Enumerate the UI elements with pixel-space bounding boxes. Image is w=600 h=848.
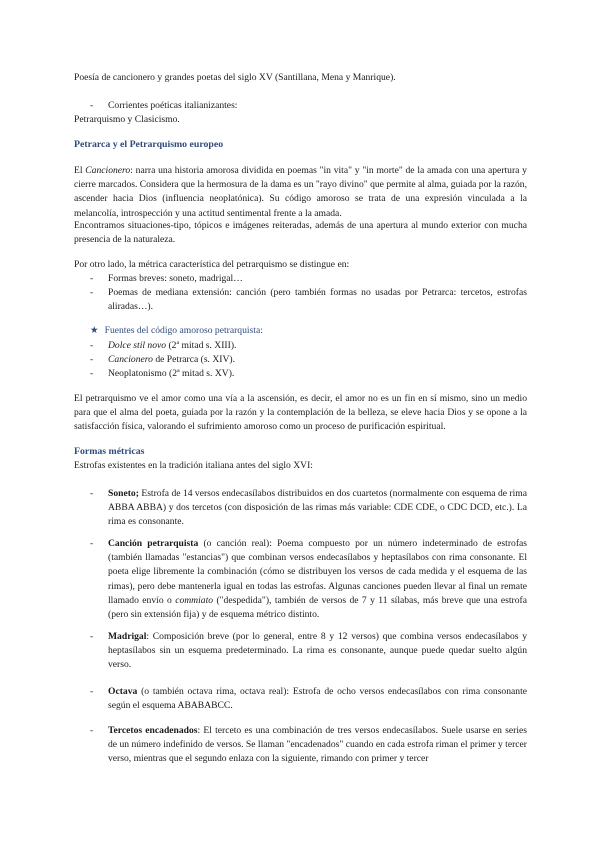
cancion-title: Canción petrarquista — [108, 538, 199, 549]
cancion-text: (o canción real): Poema compuesto por un número indeterminado de estrofas (también llamadas "estancias") que combinan versos endecasílabos y heptasílabos con rima consonante. El poeta elige libremente la combinación (cómo se distribuyen los versos de cada medida y el esquema de las rimas), pero debe mantenerla igual en todas las estrofas. Algunas canciones pueden llevar al final un remate llamado envío o — [108, 538, 527, 606]
currents-label: Corrientes poéticas italianizantes: — [108, 100, 238, 111]
p1-prefix: El — [74, 165, 86, 176]
section-heading-formas: Formas métricas — [74, 446, 145, 457]
tercetos-title: Tercetos encadenados — [108, 725, 198, 736]
source-text: Neoplatonismo (2ª mitad s. XV). — [108, 368, 235, 379]
dash-bullet: - — [90, 538, 94, 549]
estrofas-intro: Estrofas existentes en la tradición italiana antes del siglo XVI: — [74, 460, 313, 471]
star-icon: ★ — [90, 325, 99, 336]
metrica-intro: Por otro lado, la métrica característica del petrarquismo se distingue en: — [74, 259, 350, 270]
p1-italic-cancionero: Cancionero — [85, 165, 131, 176]
ascension-paragraph: El petrarquismo ve el amor como una vía a la ascensión, es decir, el amor no es un fin en sí mismo, sino un medio para que el alma del poeta, guiada por la razón y la contemplación de la belleza, se eleve hacia Dios y se opone a la satisfacción física, valorando el sufrimiento amoroso como un proceso de purificación espiritual. — [74, 393, 527, 433]
madrigal-item — [90, 630, 527, 673]
source-rest: de Petrarca (s. XIV). — [152, 354, 235, 365]
cancion-item — [90, 537, 527, 622]
cancionero-paragraph — [74, 164, 527, 221]
currents-item — [90, 99, 527, 113]
madrigal-text: : Composición breve (por lo general, entre 8 y 12 versos) que combina versos endecasílabos y heptasílabos sin un esquema predeterminado. La rima es consonante, aunque puede quedar suelto algún verso. — [108, 631, 527, 671]
cancion-text-2: ("despedida"), también de versos de 7 y 11 sílabas, más breve que una estrofa (pero sin extensión fija) y de esquema métrico distinto. — [108, 594, 527, 621]
dash-bullet: - — [90, 354, 94, 365]
madrigal-title: Madrigal — [108, 631, 147, 642]
metric-item — [90, 272, 527, 286]
octava-item — [90, 685, 527, 713]
dash-bullet: - — [90, 340, 94, 351]
sources-heading — [90, 325, 263, 336]
dash-bullet: - — [90, 287, 94, 298]
soneto-text: Estrofa de 14 versos endecasílabos distribuidos en dos cuartetos (normalmente con esquema de rima ABBA ABBA) y dos tercetos (con disposición de las rimas más variable: CDE CDE, o CDC DCD, etc.). La rima es consonante. — [108, 488, 527, 528]
sources-heading-text: Fuentes del código amoroso petrarquista: — [104, 325, 263, 336]
dash-bullet: - — [90, 686, 94, 697]
source-italic: Cancionero — [108, 354, 153, 365]
source-item — [90, 367, 527, 381]
source-rest: (2ª mitad s. XIII). — [166, 340, 237, 351]
source-italic: Dolce stil novo — [108, 340, 167, 351]
dash-bullet: - — [90, 273, 94, 284]
octava-text: (o también octava rima, octava real): Estrofa de ocho versos endecasílabos con rima consonante según el esquema ABABABCC. — [108, 686, 527, 712]
cancion-italic: commiato — [175, 594, 214, 606]
section-heading-petrarca: Petrarca y el Petrarquismo europeo — [74, 139, 224, 150]
metric-item-text: Poemas de mediana extensión: canción (pero también formas no usadas por Petrarca: tercetos, estrofas aliradas…). — [108, 287, 527, 313]
metric-item-text: Formas breves: soneto, madrigal… — [108, 273, 243, 284]
octava-title: Octava — [108, 686, 138, 697]
soneto-item — [90, 487, 527, 530]
dash-bullet: - — [90, 631, 94, 642]
source-item — [90, 339, 527, 353]
intro-line: Poesía de cancionero y grandes poetas del siglo XV (Santillana, Mena y Manrique). — [74, 72, 396, 83]
soneto-title: Soneto; — [108, 488, 139, 499]
tercetos-item — [90, 724, 527, 767]
tercetos-text: : El terceto es una combinación de tres versos endecasílabos. Suele usarse en series de un número indefinido de versos. Se llaman "encadenados" cuando en cada estrofa riman el primer y tercer verso, mientras que el segundo enlaza con la siguiente, rimando con primer y tercer — [108, 725, 527, 765]
dash-bullet: - — [90, 488, 94, 499]
dash-bullet: - — [90, 725, 94, 736]
dash-bullet: - — [90, 368, 94, 379]
situaciones-paragraph: Encontramos situaciones-tipo, tópicos e imágenes reiteradas, además de una apertura al mundo exterior con mucha presencia de la naturaleza. — [74, 220, 527, 246]
dash-bullet: - — [90, 100, 94, 111]
p1-rest: : narra una historia amorosa dividida en poemas "in vita" y "in morte" de la amada con una apertura y cierre marcados. Considera que la hermosura de la dama es un "rayo divino" que permite al alma, guiada por la razón, ascender hacia Dios (influencia neoplatónica). Su código amoroso se trata de una expresión vinculada a la melancolía, introspección y una actitud sentimental frente a la amada. — [74, 165, 527, 219]
currents-line2: Petrarquismo y Clasicismo. — [74, 114, 180, 125]
metric-item — [90, 286, 527, 314]
source-item — [90, 353, 527, 367]
